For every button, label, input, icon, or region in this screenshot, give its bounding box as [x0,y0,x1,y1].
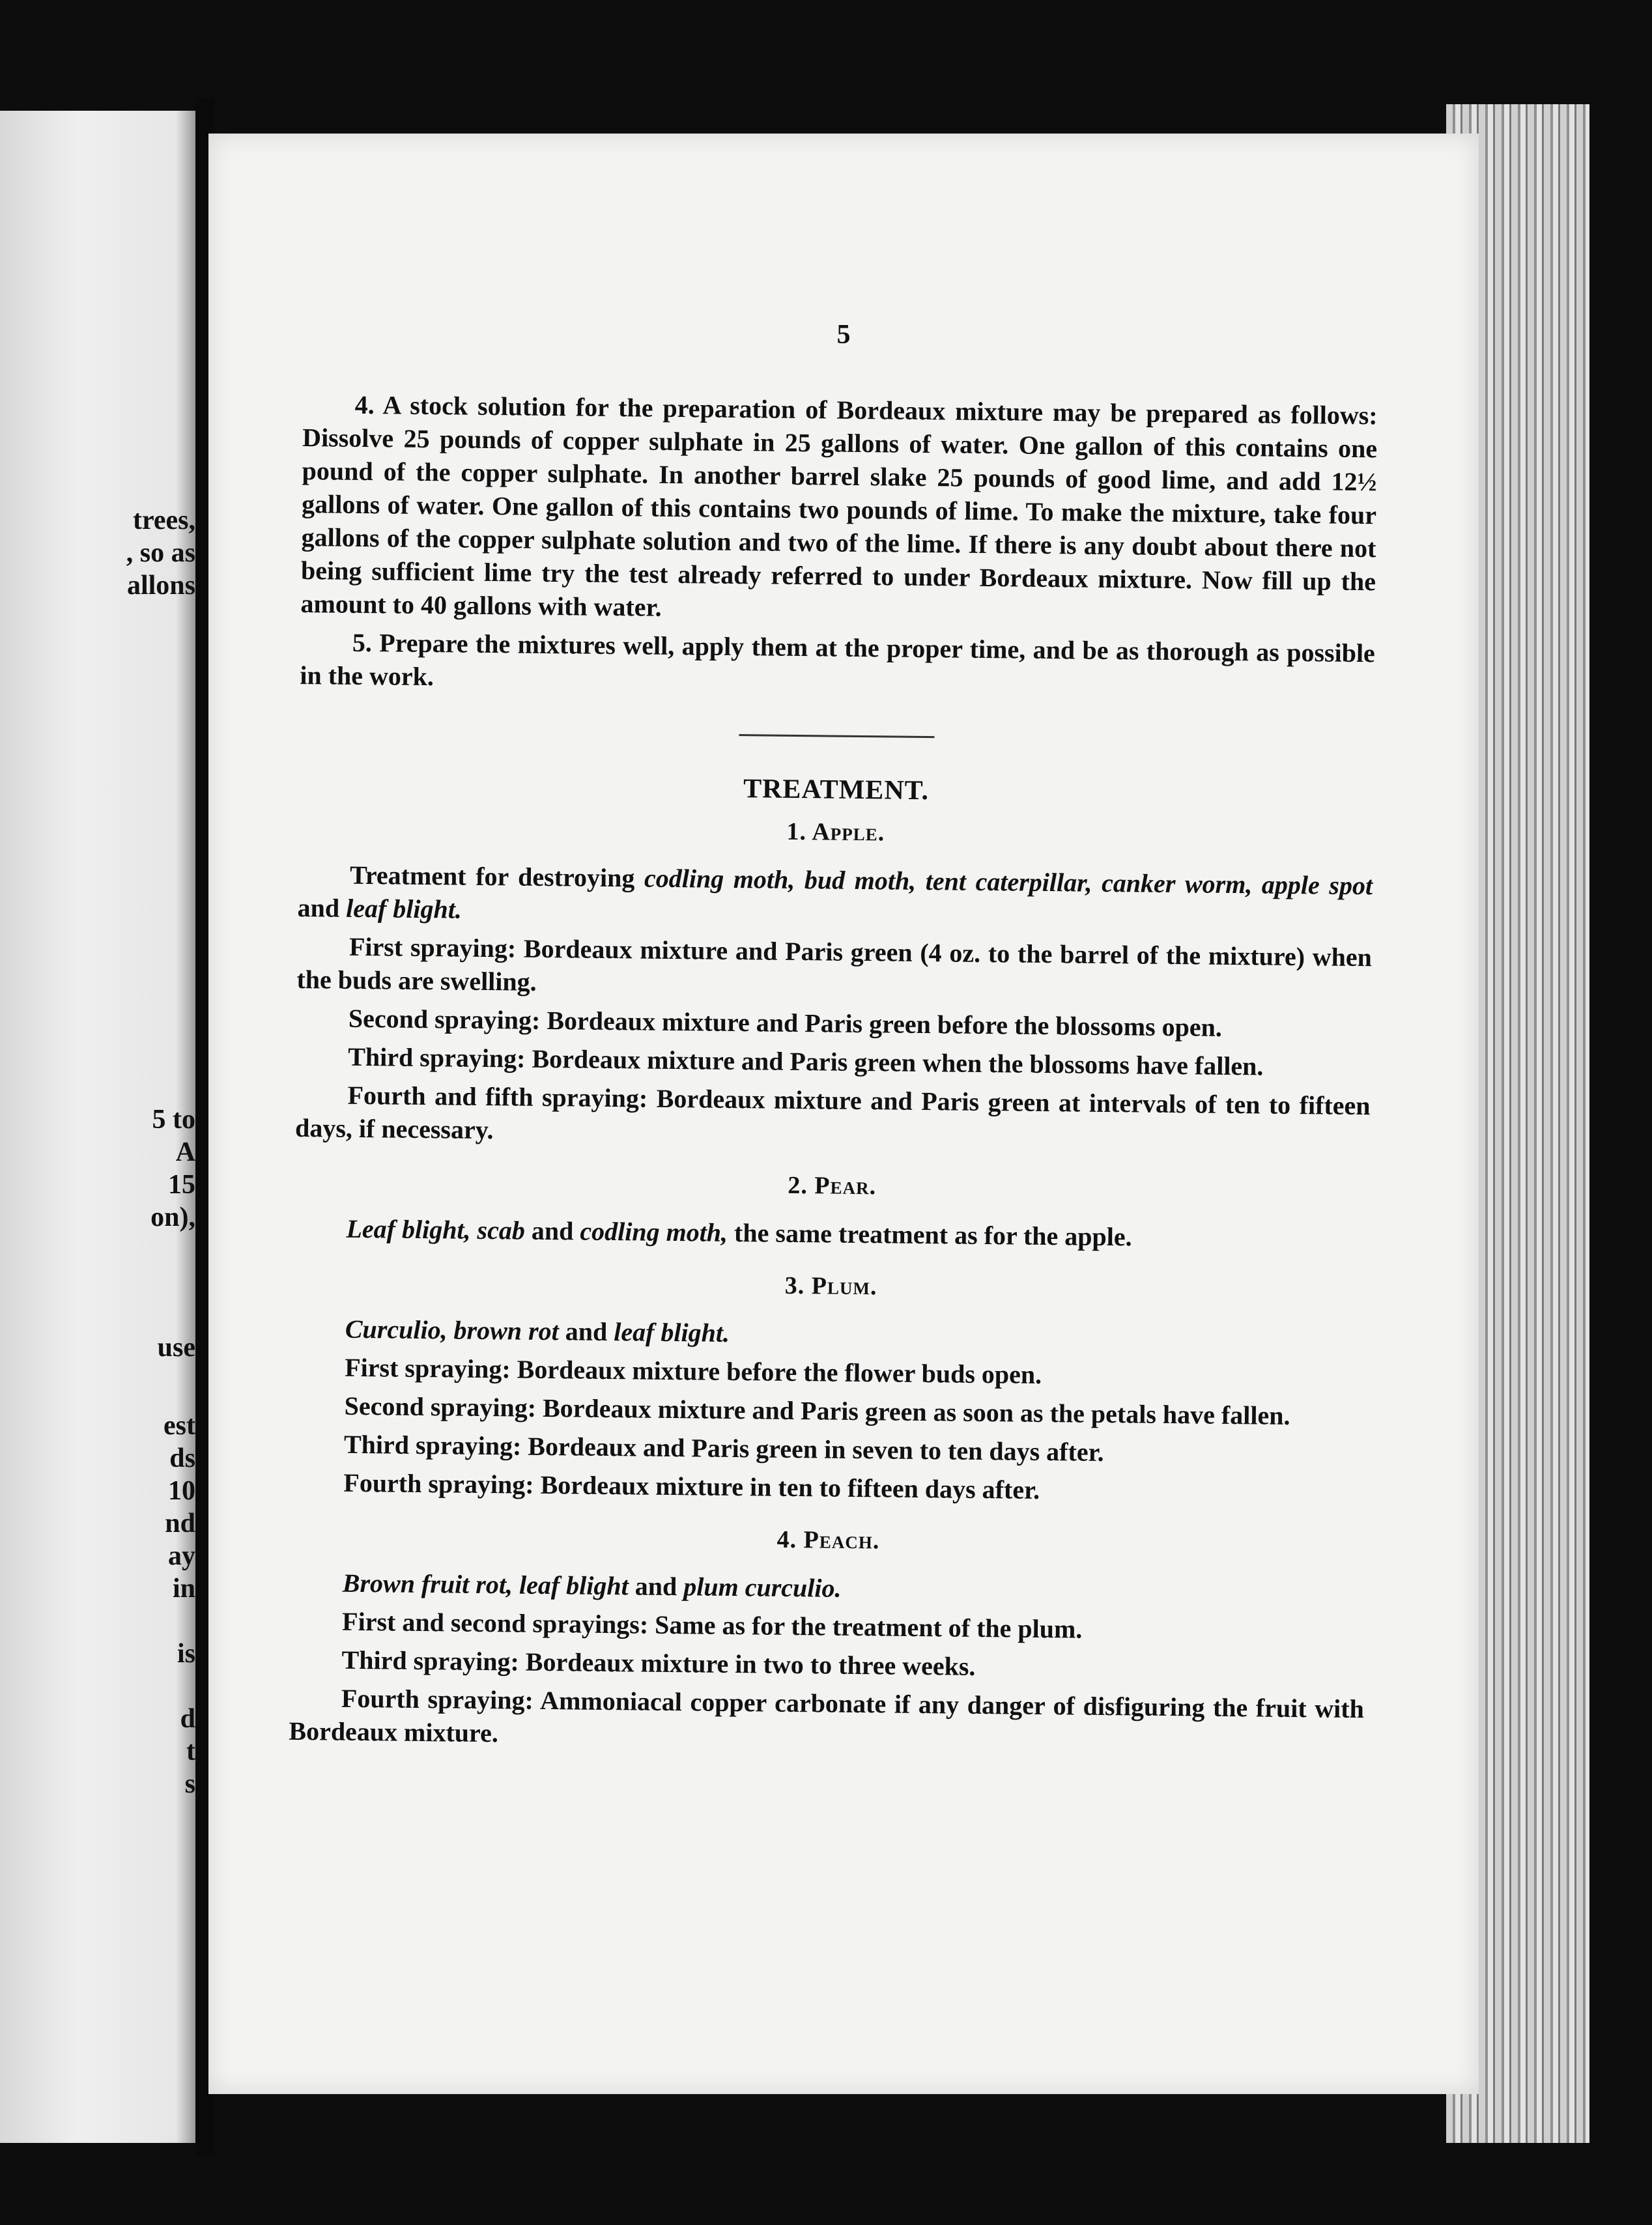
treatment-heading: TREATMENT. [743,774,930,806]
plum-third-spraying: Third spraying: Bordeaux and Paris green in seven to ten days after. [343,1429,1104,1467]
paragraph-prepare: 5. Prepare the mixtures well, apply them at the proper time, and be as thorough as possible in the work. [300,627,1376,692]
apple-first-spraying: First spraying: Bordeaux mixture and Paris green (4 oz. to the barrel of the mixture) when the buds are swelling. [296,931,1373,997]
facing-page-fragment: A [175,1137,195,1167]
facing-page-fragment: on), [150,1202,195,1232]
plum-heading: 3. Plum. [784,1271,877,1301]
section-divider [739,734,934,738]
book-page [208,134,1479,2094]
facing-page-fragment: est [164,1411,195,1441]
facing-page-fragment: 15 [168,1170,195,1200]
facing-page-fragment: nd [165,1509,195,1538]
plum-fourth-spraying: Fourth spraying: Bordeaux mixture in ten to fifteen days after. [343,1467,1040,1505]
plum-first-spraying: First spraying: Bordeaux mixture before the flower buds open. [345,1352,1042,1389]
pear-text: Leaf blight, scab and codling moth, the same treatment as for the apple. [346,1213,1132,1252]
facing-page-fragment: , so as [126,538,195,568]
peach-intro: Brown fruit rot, leaf blight and plum curculio. [342,1568,842,1603]
facing-page-fragment: d [180,1704,195,1734]
paragraph-stock-solution: 4. A stock solution for the preparation of Bordeaux mixture may be prepared as follows: Dissolve 25 pounds of copper sulphate in 25 gallons of water. One gallon of this contains one pound of the copper sulphate. In another barrel slake 25 pounds of good lime, and add 12½ gallons of water. One gallon of this contains two pounds of lime. To make the mixture, take four gallons of the copper sulphate solution and two of the lime. If there is any doubt about there not being sufficient lime try the test already referred to under Bordeaux mixture. Now fill up the amount to 40 gallons with water. [300,390,1378,622]
plum-second-spraying: Second spraying: Bordeaux mixture and Paris green as soon as the petals have fallen. [344,1391,1290,1430]
facing-page-fragment: ds [169,1443,195,1473]
facing-page-fragment: s [184,1769,195,1799]
page-number: 5 [836,320,851,350]
plum-intro: Curculio, brown rot and leaf blight. [345,1314,730,1348]
facing-page-fragment: t [186,1736,195,1766]
apple-intro: Treatment for destroying codling moth, bud moth, tent caterpillar, canker worm, apple spot and leaf blight. [297,860,1373,924]
facing-page-fragment: ay [168,1541,195,1571]
facing-page-fragment: is [177,1639,195,1669]
apple-second-spraying: Second spraying: Bordeaux mixture and Paris green before the blossoms open. [348,1003,1223,1042]
peach-third-spraying: Third spraying: Bordeaux mixture in two to three weeks. [341,1645,976,1681]
facing-page-fragment: 10 [168,1476,195,1506]
apple-heading: 1. Apple. [786,817,885,847]
apple-third-spraying: Third spraying: Bordeaux mixture and Paris green when the blossoms have fallen. [348,1042,1264,1081]
apple-fourth-spraying: Fourth and fifth spraying: Bordeaux mixture and Paris green at intervals of ten to fifteen days, if necessary. [294,1080,1371,1145]
peach-heading: 4. Peach. [776,1525,880,1555]
pear-heading: 2. Pear. [788,1171,877,1200]
facing-page-fragment: in [172,1574,195,1604]
facing-page-fragment: 5 to [152,1105,195,1135]
page-text [289,388,1378,1764]
facing-page-fragment: trees, [133,505,195,535]
peach-fourth-spraying: Fourth spraying: Ammoniacal copper carbonate if any danger of disfiguring the fruit with Bordeaux mixture. [289,1683,1365,1748]
facing-page [0,111,195,2143]
facing-page-fragment: allons [126,571,195,601]
peach-first-spraying: First and second sprayings: Same as for the treatment of the plum. [341,1606,1083,1644]
facing-page-fragment: use [157,1333,195,1363]
